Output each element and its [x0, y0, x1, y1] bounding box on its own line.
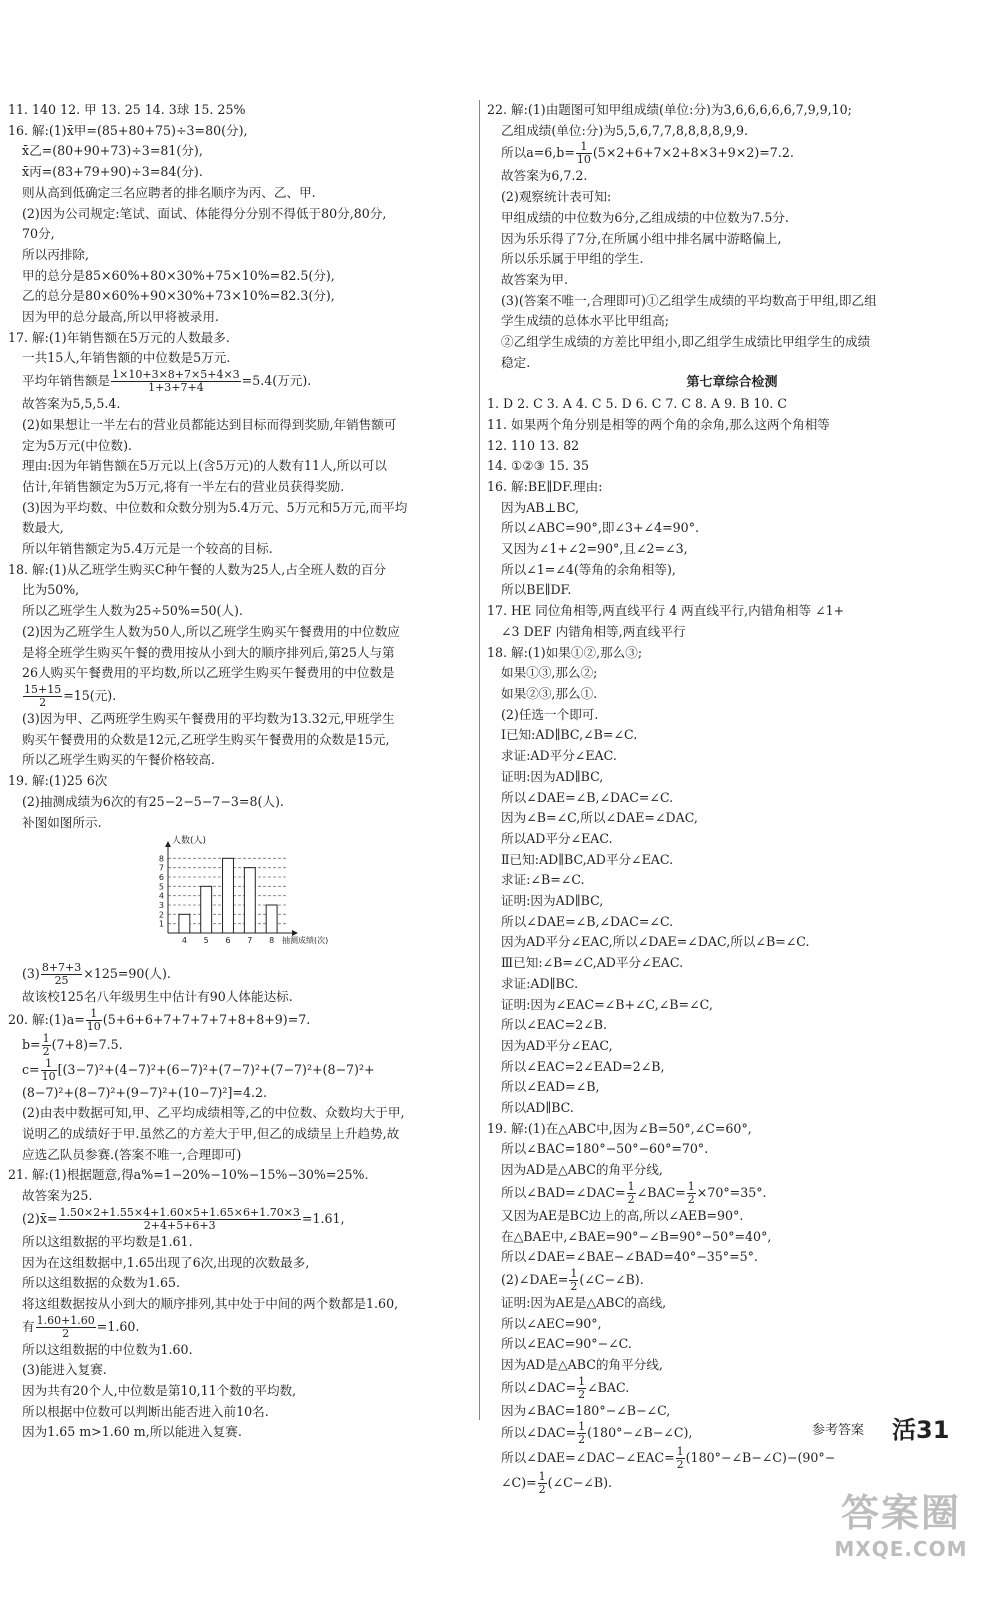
fraction	[42, 1033, 51, 1058]
denominator: 2	[42, 1044, 50, 1058]
answer-18-line: 因为AD平分∠EAC,所以∠DAE=∠DAC,所以∠B=∠C.	[501, 934, 810, 950]
answer-20-formula	[8, 1008, 478, 1033]
fraction	[577, 1376, 586, 1401]
answer-16-line: 乙的总分是80×60%+90×30%+73×10%=82.3(分),	[22, 288, 335, 304]
answer-17-line: 估计,年销售额定为5万元,将有一半左右的营业员获得奖励.	[22, 478, 345, 494]
answer-22-line: 所以乐乐属于甲组的学生.	[501, 251, 644, 267]
fraction	[627, 1181, 636, 1206]
answer-16-line: 16. 解:(1)x̄甲=(85+80+75)÷3=80(分),	[8, 122, 248, 138]
denominator: 2	[538, 1483, 546, 1497]
answer-21-line: 所以这组数据的中位数为1.60.	[22, 1341, 193, 1357]
formula-text: b=	[22, 1036, 41, 1052]
answer-18-line: 所以∠EAC=2∠B.	[501, 1017, 608, 1033]
answer-17-line: (2)如果想让一半左右的营业员都能达到目标而得到奖励,年销售额可	[22, 416, 397, 432]
formula-text: [(3−7)²+(4−7)²+(6−7)²+(7−7)²+(7−7)²+(8−7)²+	[57, 1061, 375, 1077]
denominator: 10	[576, 153, 591, 167]
answer-17-line: 17. 解:(1)年销售额在5万元的人数最多.	[8, 329, 230, 345]
answer-18-line: 是将全班学生购买午餐的费用按从小到大的顺序排列后,第25人与第	[22, 644, 395, 660]
answer-18-line: 如果①③,那么②;	[501, 665, 598, 681]
answer-19-line: 因为∠BAC=180°−∠B−∠C,	[501, 1402, 671, 1418]
answer-17-line: 定为5万元(中位数).	[22, 437, 132, 453]
answer-19-line: 又因为AE是BC边上的高,所以∠AEB=90°.	[501, 1207, 744, 1223]
answer-16-line: 因为甲的总分最高,所以甲将被录用.	[22, 309, 219, 325]
numerator: 1	[578, 1421, 586, 1434]
bar	[266, 905, 277, 933]
bar	[201, 887, 212, 934]
formula-text: 所以∠DAC=	[501, 1379, 577, 1395]
answer-22-line: 稳定.	[501, 354, 531, 370]
answer-18-line: Ⅲ已知:∠B=∠C,AD平分∠EAC.	[501, 955, 684, 971]
answer-21-line: 故答案为25.	[22, 1188, 93, 1204]
numerator: 1	[627, 1180, 635, 1193]
fraction	[676, 1446, 685, 1471]
answer-18-line: 证明:因为∠EAC=∠B+∠C,∠B=∠C,	[501, 996, 713, 1012]
answer-11: 11. 如果两个角分别是相等的两个角的余角,那么这两个角相等	[487, 416, 830, 432]
answer-18-line: 所以乙班学生人数为25÷50%=50(人).	[22, 603, 243, 619]
watermark-url: MXQE.COM	[834, 1537, 968, 1561]
answer-19-line: 因为AD是△ABC的角平分线,	[501, 1357, 663, 1373]
answer-22-formula	[487, 141, 977, 166]
answer-16-line: 所以∠ABC=90°,即∠3+∠4=90°.	[501, 520, 699, 536]
answer-19-formula	[487, 1181, 977, 1206]
x-tick-label: 8	[269, 936, 275, 946]
answer-21-line: 21. 解:(1)根据题意,得a%=1−20%−10%−15%−30%=25%.	[8, 1167, 369, 1183]
denominator: 2	[676, 1458, 684, 1472]
answer-16-line: 又因为∠1+∠2=90°,且∠2=∠3,	[501, 541, 688, 557]
y-tick-label: 1	[158, 919, 164, 929]
answer-17-line: 故答案为5,5,5.4.	[22, 396, 121, 412]
answer-16-line: x̄丙=(83+79+90)÷3=84(分).	[22, 164, 203, 180]
numerator: 1	[538, 1471, 546, 1484]
formula-text: (5×2+6+7×2+8×3+9×2)=7.2.	[592, 145, 794, 161]
answer-18-line: 所以乙班学生购买的午餐价格较高.	[22, 752, 215, 768]
answer-19-formula	[8, 962, 478, 987]
answer-22-line: 故答案为甲.	[501, 271, 568, 287]
answer-12-13: 12. 110 13. 82	[487, 437, 580, 453]
answer-18-line: 因为∠B=∠C,所以∠DAE=∠DAC,	[501, 810, 698, 826]
answer-21-line: 因为在这组数据中,1.65出现了6次,出现的次数最多,	[22, 1254, 310, 1270]
answer-17-line: ∠3 DEF 内错角相等,两直线平行	[501, 623, 686, 639]
denominator: 2	[627, 1192, 635, 1206]
answer-19-line: 所以∠DAE=∠BAE−∠BAD=40°−35°=5°.	[501, 1249, 758, 1265]
x-tick-label: 7	[247, 936, 253, 946]
answer-22-line: (2)观察统计表可知:	[501, 189, 612, 205]
bar	[223, 859, 234, 934]
answer-19-line: 所以∠BAC=180°−50°−60°=70°.	[501, 1141, 709, 1157]
x-tick-label: 4	[181, 936, 187, 946]
y-tick-label: 8	[158, 854, 164, 864]
y-axis-label: 人数(人)	[172, 836, 207, 847]
answer-16-line: 所以丙排除,	[22, 246, 89, 262]
answer-20-line: 说明乙的成绩好于甲.虽然乙的方差大于甲,但乙的成绩呈上升趋势,故	[22, 1126, 400, 1142]
answer-22-line: 22. 解:(1)由题图可知甲组成绩(单位:分)为3,6,6,6,6,6,7,9,9,10;	[487, 102, 852, 117]
footer-label: 参考答案	[812, 1423, 865, 1438]
answer-19-line: 故该校125名八年级男生中估计有90人体能达标.	[22, 988, 293, 1004]
formula-text: (180°−∠B−∠C),	[587, 1425, 693, 1441]
formula-text: =1.61,	[301, 1210, 345, 1226]
answer-17-line: 一共15人,年销售额的中位数是5万元.	[22, 350, 231, 366]
answer-22-line: 学生成绩的总体水平比甲组高;	[501, 313, 669, 329]
answer-19-line: 证明:因为AE是△ABC的高线,	[501, 1294, 667, 1310]
y-tick-label: 4	[158, 891, 164, 901]
answer-16-line: 则从高到低确定三名应聘者的排名顺序为丙、乙、甲.	[22, 184, 316, 200]
denominator: 25	[54, 973, 69, 987]
answer-19-line: 19. 解:(1)在△ABC中,因为∠B=50°,∠C=60°,	[487, 1120, 752, 1136]
answer-18-line: 所以∠EAC=2∠EAD=2∠B,	[501, 1058, 665, 1074]
numerator: 1	[41, 1058, 57, 1071]
answer-11-15: 11. 140 12. 甲 13. 25 14. 3球 15. 25%	[8, 102, 246, 117]
answer-22-line: 乙组成绩(单位:分)为5,5,6,7,7,8,8,8,8,9,9.	[501, 122, 748, 138]
answer-16-line: 70分,	[22, 226, 55, 242]
answer-19-line: 在△BAE中,∠BAE=90°−∠B=90°−50°=40°,	[501, 1228, 772, 1244]
numerator: 1	[570, 1267, 578, 1280]
answer-16-line: 甲的总分是85×60%+80×30%+75×10%=82.5(分),	[22, 267, 335, 283]
numerator: 1	[42, 1032, 50, 1045]
fraction	[577, 1421, 586, 1446]
formula-text: (2)∠DAE=	[501, 1271, 569, 1287]
bar-chart	[143, 835, 333, 953]
answer-16-line: 因为AB⊥BC,	[501, 499, 580, 515]
fraction	[23, 684, 62, 709]
answer-18-line: 所以∠EAD=∠B,	[501, 1079, 600, 1095]
formula-text: =1.60.	[96, 1318, 140, 1334]
watermark-text: 答案圈	[840, 1491, 961, 1535]
answer-18-line: 所以∠DAE=∠B,∠DAC=∠C.	[501, 789, 674, 805]
numerator: 1	[687, 1180, 695, 1193]
answer-16-line: (2)因为公司规定:笔试、面试、体能得分分别不得低于80分,80分,	[22, 205, 387, 221]
denominator: 2	[687, 1192, 695, 1206]
answer-18-line: 所以AD∥BC.	[501, 1100, 574, 1116]
formula-text: 有	[22, 1318, 35, 1334]
answer-18-line: 18. 解:(1)如果①②,那么③;	[487, 644, 643, 660]
section-title: 第七章综合检测	[686, 375, 778, 391]
answer-21-line: 因为1.65 m>1.60 m,所以能进入复赛.	[22, 1424, 242, 1440]
fraction	[569, 1268, 578, 1293]
y-axis-arrow	[165, 841, 171, 847]
formula-text: (180°−∠B−∠C)−(90°−	[685, 1450, 836, 1466]
answer-19-line: (2)抽测成绩为6次的有25−2−5−7−3=8(人).	[22, 793, 284, 809]
fraction	[538, 1471, 547, 1496]
answer-18-line: 证明:因为AD∥BC,	[501, 893, 604, 909]
answer-22-line: 因为乐乐得了7分,在所属小组中排名属中游略偏上,	[501, 230, 782, 246]
formula-text: (∠C−∠B).	[547, 1475, 613, 1491]
denominator: 2	[570, 1279, 578, 1293]
formula-text: 所以∠DAE=∠DAC−∠EAC=	[501, 1450, 675, 1466]
answer-22-line: (3)(答案不唯一,合理即可)①乙组学生成绩的平均数高于甲组,即乙组	[501, 292, 877, 308]
y-tick-label: 6	[158, 873, 164, 883]
answer-21-line: (3)能进入复赛.	[22, 1362, 107, 1378]
formula-text: 所以∠BAD=∠DAC=	[501, 1184, 626, 1200]
fraction	[41, 1058, 57, 1083]
answer-18-line: 比为50%,	[22, 582, 80, 598]
answer-17-line: 17. HE 同位角相等,两直线平行 4 两直线平行,内错角相等 ∠1+	[487, 603, 845, 619]
bar	[179, 915, 190, 934]
answer-18-line: 购买午餐费用的众数是12元,乙班学生购买午餐费用的众数是15元,	[22, 731, 390, 747]
answer-20-line: (8−7)²+(8−7)²+(9−7)²+(10−7)²]=4.2.	[22, 1084, 267, 1100]
answer-18-line: 26人购买午餐费用的平均数,所以乙班学生购买午餐费用的中位数是	[22, 665, 395, 681]
denominator: 10	[86, 1019, 101, 1033]
answer-20-line: (2)由表中数据可知,甲、乙平均成绩相等,乙的中位数、众数均大于甲,	[22, 1105, 405, 1121]
denominator: 2	[39, 695, 47, 709]
answer-19-line: 补图如图所示.	[22, 814, 102, 830]
answer-16-line: 所以BE∥DF.	[501, 582, 572, 598]
answer-17-line: 数最大,	[22, 520, 64, 536]
denominator: 1+3+7+4	[148, 381, 204, 395]
answer-18-line: 求证:AD平分∠EAC.	[501, 748, 617, 764]
x-tick-label: 5	[203, 936, 209, 946]
answer-14-15: 14. ①②③ 15. 35	[487, 458, 589, 474]
formula-text: c=	[22, 1061, 40, 1077]
fraction	[576, 141, 592, 166]
fraction	[59, 1207, 301, 1232]
answer-19-line: 所以∠EAC=90°−∠C.	[501, 1336, 632, 1352]
formula-text: ×125=90(人).	[83, 965, 171, 981]
right-column	[487, 100, 977, 1496]
answer-18-line: 所以AD平分∠EAC.	[501, 830, 613, 846]
formula-text: ∠C)=	[501, 1475, 537, 1491]
denominator: 2	[62, 1326, 70, 1340]
numerator: 1×10+3×8+7×5+4×3	[112, 369, 240, 382]
formula-text: ∠BAC=	[636, 1184, 686, 1200]
answer-22-line: 甲组成绩的中位数为6分,乙组成绩的中位数为7.5分.	[501, 209, 789, 225]
answer-18-line: (2)任选一个即可.	[501, 706, 599, 722]
x-tick-label: 6	[225, 936, 231, 946]
numerator: 1	[676, 1446, 684, 1459]
formula-text: ×70°=35°.	[696, 1184, 767, 1200]
answer-18-line: 18. 解:(1)从乙班学生购买C种午餐的人数为25人,占全班人数的百分	[8, 561, 387, 577]
denominator: 2	[578, 1387, 586, 1401]
fraction	[36, 1315, 96, 1340]
answer-22-line: 故答案为6,7.2.	[501, 168, 588, 184]
answer-18-line: (2)因为乙班学生人数为50人,所以乙班学生购买午餐费用的中位数应	[22, 623, 400, 639]
answer-21-line: 因为共有20个人,中位数是第10,11个数的平均数,	[22, 1383, 297, 1399]
formula-text: (2)x̄=	[22, 1210, 58, 1226]
bar	[244, 868, 255, 933]
answer-18-line: 如果②③,那么①.	[501, 685, 598, 701]
answer-18-line: Ⅰ已知:AD∥BC,∠B=∠C.	[501, 727, 638, 743]
numerator: 1	[578, 1375, 586, 1388]
answer-20-line: 应选乙队员参赛.(答案不唯一,合理即可)	[22, 1146, 242, 1162]
answer-17-formula	[8, 369, 478, 394]
formula-text: 所以a=6,b=	[501, 145, 575, 161]
formula-text: (5+6+6+7+7+7+7+8+8+9)=7.	[102, 1011, 311, 1027]
formula-text: 20. 解:(1)a=	[8, 1011, 85, 1027]
answer-19-line: 因为AD是△ABC的角平分线,	[501, 1162, 663, 1178]
formula-text: (∠C−∠B).	[579, 1271, 644, 1287]
answer-20-formula	[8, 1033, 478, 1058]
fraction	[41, 962, 82, 987]
answer-18-line: (3)因为甲、乙两班学生购买午餐费用的平均数为13.32元,甲班学生	[22, 710, 395, 726]
page-number: 活31	[892, 1416, 950, 1444]
multiple-choice-answers: 1. D 2. C 3. A 4. C 5. D 6. C 7. C 8. A 9. B 10. C	[487, 396, 788, 412]
y-tick-label: 7	[158, 863, 164, 873]
y-tick-label: 5	[158, 882, 164, 892]
answer-18-line: 因为AD平分∠EAC,	[501, 1037, 613, 1053]
numerator: 1.60+1.60	[36, 1314, 95, 1327]
answer-21-line: 将这组数据按从小到大的顺序排列,其中处于中间的两个数都是1.60,	[22, 1295, 399, 1311]
answer-18-line: 证明:因为AD∥BC,	[501, 768, 604, 784]
numerator: 1	[86, 1008, 102, 1021]
numerator: 1.50×2+1.55×4+1.60×5+1.65×6+1.70×3	[59, 1206, 300, 1219]
answer-21-line: 所以根据中位数可以判断出能否进入前10名.	[22, 1403, 269, 1419]
formula-text: (3)	[22, 965, 40, 981]
answer-19-formula	[487, 1268, 977, 1293]
fraction	[86, 1008, 102, 1033]
answer-18-line: Ⅱ已知:AD∥BC,AD平分∠EAC.	[501, 851, 674, 867]
x-axis-label: 抽测成绩(次)	[282, 936, 329, 946]
formula-text: =5.4(万元).	[241, 373, 312, 389]
answer-18-line: 求证:AD∥BC.	[501, 975, 579, 991]
answer-21-line: 所以这组数据的平均数是1.61.	[22, 1233, 193, 1249]
formula-text: 所以∠DAC=	[501, 1425, 577, 1441]
fraction	[111, 369, 241, 394]
numerator: 15+15	[24, 683, 62, 696]
formula-text: (7+8)=7.5.	[51, 1036, 123, 1052]
answer-20-formula	[8, 1058, 478, 1083]
answer-18-line: 所以∠DAE=∠B,∠DAC=∠C.	[501, 913, 674, 929]
answer-19-line: 所以∠AEC=90°,	[501, 1315, 602, 1331]
answer-19-formula	[487, 1446, 977, 1471]
numerator: 1	[576, 141, 592, 154]
y-tick-label: 3	[158, 901, 164, 911]
formula-text: ∠BAC.	[587, 1379, 630, 1395]
answer-19-formula	[487, 1376, 977, 1401]
numerator: 8+7+3	[41, 961, 82, 974]
answer-18-formula	[8, 684, 478, 709]
answer-16-line: 16. 解:BE∥DF.理由:	[487, 478, 603, 494]
answer-21-line: 所以这组数据的众数为1.65.	[22, 1275, 180, 1291]
denominator: 10	[41, 1069, 56, 1083]
denominator: 2+4+5+6+3	[143, 1218, 216, 1232]
column-divider	[479, 100, 480, 1420]
answer-17-line: 理由:因为年销售额在5万元以上(含5万元)的人数有11人,所以可以	[22, 458, 387, 474]
answer-22-line: ②乙组学生成绩的方差比甲组小,即乙组学生成绩比甲组学生的成绩	[501, 334, 871, 350]
denominator: 2	[578, 1433, 586, 1447]
y-tick-label: 2	[158, 910, 164, 920]
answer-17-line: (3)因为平均数、中位数和众数分别为5.4万元、5万元和5万元,而平均	[22, 499, 408, 515]
formula-text: =15(元).	[63, 687, 117, 703]
answer-21-formula	[8, 1207, 478, 1232]
answer-17-line: 所以年销售额定为5.4万元是一个较高的目标.	[22, 541, 273, 557]
answer-16-line: 所以∠1=∠4(等角的余角相等),	[501, 561, 676, 577]
answer-16-line: x̄乙=(80+90+73)÷3=81(分),	[22, 143, 203, 159]
formula-text: 平均年销售额是	[22, 373, 111, 389]
left-column	[8, 100, 478, 1443]
watermark-logo	[826, 1490, 976, 1580]
fraction	[687, 1181, 696, 1206]
answer-18-line: 求证:∠B=∠C.	[501, 872, 585, 888]
answer-21-formula	[8, 1315, 478, 1340]
answer-19-line: 19. 解:(1)25 6次	[8, 773, 108, 789]
